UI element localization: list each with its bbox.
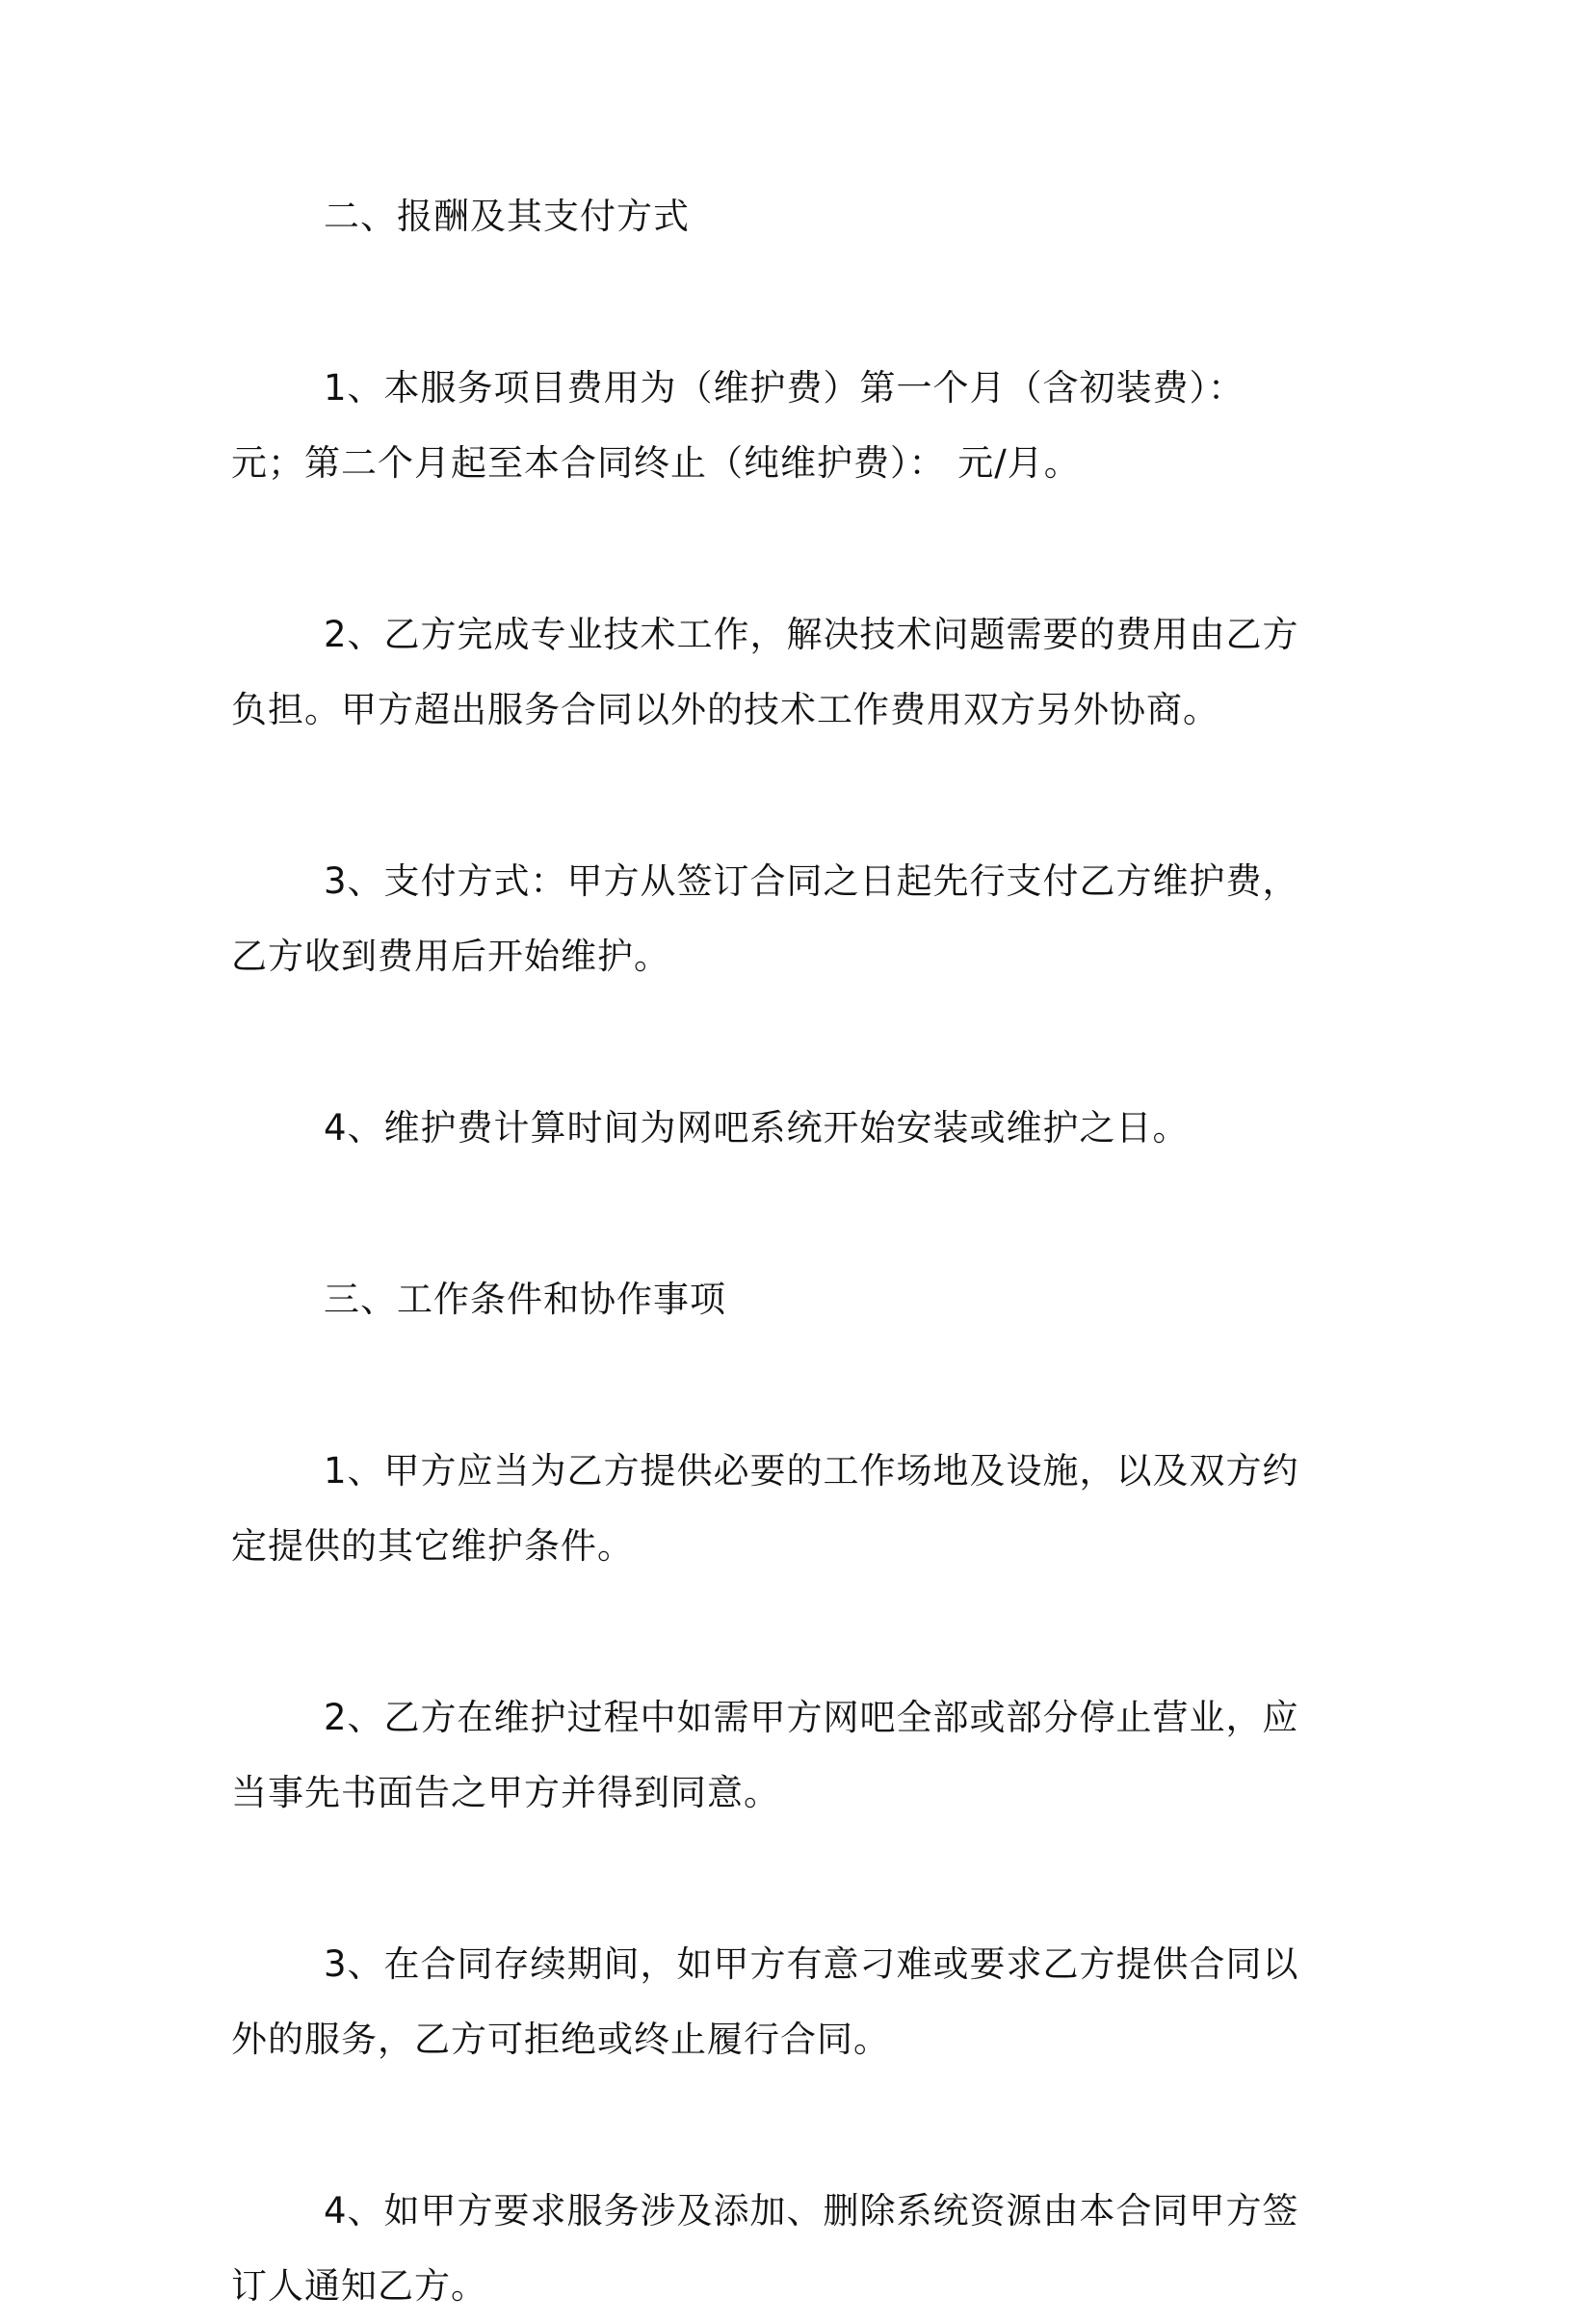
conditions-clause-2: 2、乙方在维护过程中如需甲方网吧全部或部分停止营业，应当事先书面告之甲方并得到同意。	[231, 1697, 1299, 1813]
conditions-clause-4: 4、如甲方要求服务涉及添加、删除系统资源由本合同甲方签订人通知乙方。	[231, 2190, 1299, 2307]
payment-clause-2: 2、乙方完成专业技术工作，解决技术问题需要的费用由乙方负担。甲方超出服务合同以外的技术工作费用双方另外协商。	[231, 614, 1299, 730]
payment-clause-4: 4、维护费计算时间为网吧系统开始安装或维护之日。	[324, 1107, 1190, 1149]
document-body	[231, 179, 1310, 2324]
section-heading-conditions: 三、工作条件和协作事项	[324, 1279, 726, 1320]
conditions-clause-1: 1、甲方应当为乙方提供必要的工作场地及设施，以及双方约定提供的其它维护条件。	[231, 1450, 1299, 1567]
conditions-clause-3: 3、在合同存续期间，如甲方有意刁难或要求乙方提供合同以外的服务，乙方可拒绝或终止履行合同。	[231, 1943, 1299, 2060]
section-heading-payment: 二、报酬及其支付方式	[324, 196, 690, 237]
payment-clause-3: 3、支付方式：甲方从签订合同之日起先行支付乙方维护费，乙方收到费用后开始维护。	[231, 860, 1299, 977]
payment-clause-1: 1、本服务项目费用为（维护费）第一个月（含初装费）： 元；第二个月起至本合同终止（纯维护费）： 元/月。	[231, 367, 1245, 484]
